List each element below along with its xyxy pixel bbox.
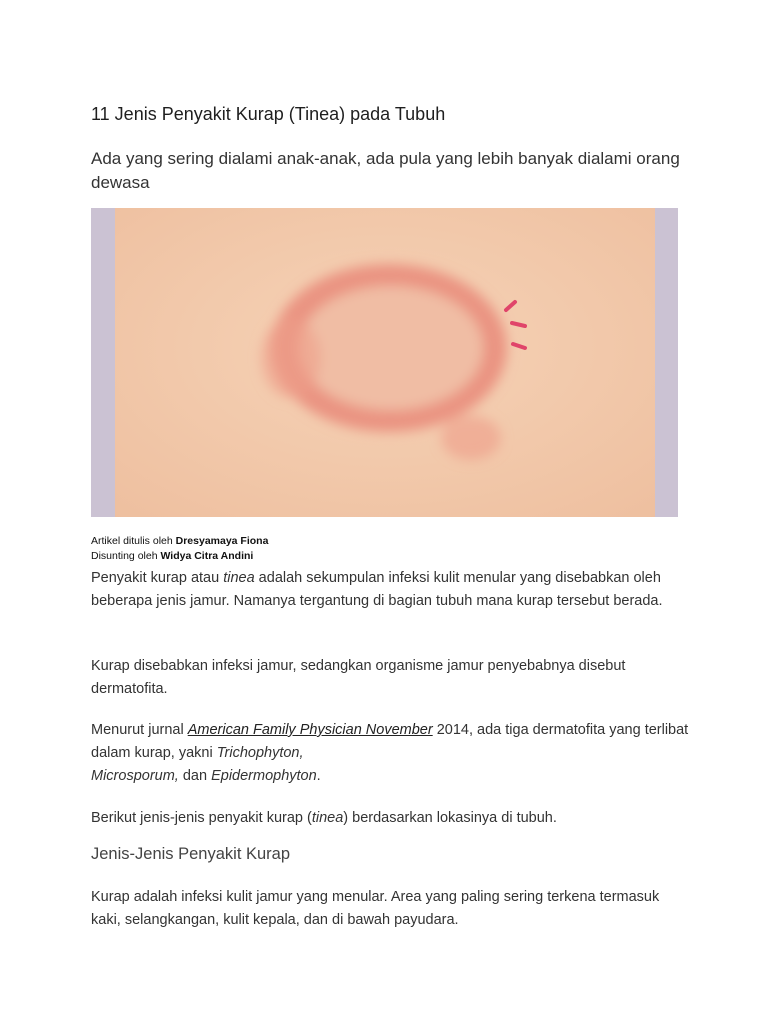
byline <box>91 534 268 564</box>
paragraph-5: Kurap adalah infeksi kulit jamur yang menular. Area yang paling sering terkena termasuk kaki, selangkangan, kulit kepala, dan di bawah payudara. <box>91 889 660 928</box>
author-name[interactable]: Dresyamaya Fiona <box>175 535 269 547</box>
article-image-ringworm <box>91 208 678 517</box>
paragraph-2: Kurap disebabkan infeksi jamur, sedangkan organisme jamur penyebabnya disebut dermatofita. <box>91 658 626 697</box>
paragraph-1: Penyakit kurap atau tinea adalah sekumpulan infeksi kulit menular yang disebabkan oleh beberapa jenis jamur. Namanya tergantung di bagian tubuh mana kurap tersebut berada. <box>91 570 663 609</box>
paragraph-4: Berikut jenis-jenis penyakit kurap (tinea) berdasarkan lokasinya di tubuh. <box>91 810 557 826</box>
ringworm-illustration <box>91 208 678 517</box>
page-title: 11 Jenis Penyakit Kurap (Tinea) pada Tubuh <box>91 104 446 124</box>
editor-name[interactable]: Widya Citra Andini <box>160 550 254 562</box>
section-heading: Jenis-Jenis Penyakit Kurap <box>91 845 291 863</box>
author-line: Artikel ditulis oleh Dresyamaya Fiona <box>91 535 269 547</box>
editor-line: Disunting oleh Widya Citra Andini <box>91 550 254 562</box>
paragraph-3: Menurut jurnal American Family Physician November 2014, ada tiga dermatofita yang terlibat dalam kurap, yakni Trichophyton, Microsporum, dan Epidermophyton. <box>91 722 689 784</box>
article-subtitle: Ada yang sering dialami anak-anak, ada pula yang lebih banyak dialami orang dewasa <box>91 149 680 192</box>
journal-link[interactable]: American Family Physician November <box>187 722 433 738</box>
